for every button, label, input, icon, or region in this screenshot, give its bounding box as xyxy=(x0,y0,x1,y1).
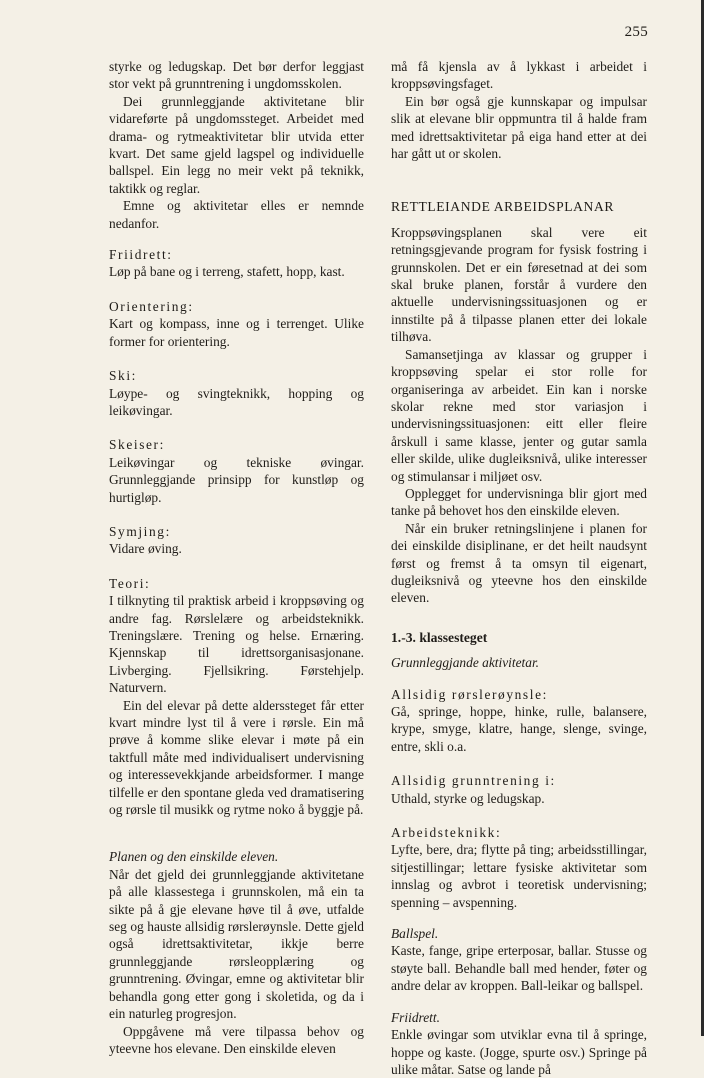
paragraph: Ein del elevar på dette alderssteget får etter kvart mindre lyst til å vere i rørsle. Ein må prøve å komme slike elevar i møte på ein taktfull måte med individualisert undervisning og interessevekkjande arbeidsformer. I mange tilfelle er den spontane gleda ved dramatisering og rørsle til musikk og rytme noko å byggje på. xyxy=(109,697,364,818)
paragraph: Opplegget for undervisninga blir gjort med tanke på behovet hos den einskilde eleven. xyxy=(391,485,647,519)
topic-label-teori: Teori: xyxy=(109,575,151,591)
topic-text: Kaste, fange, gripe erterposar, ballar. Stusse og støyte ball. Behandle ball med hender, føter og andre delar av kroppen. Ball-leikar og ballspel. xyxy=(391,943,647,994)
subheading-friidrett: Friidrett. xyxy=(391,1009,440,1025)
paragraph: Dei grunnleggjande aktivitetane blir vidareførte på ungdomssteget. Arbeidet med drama- og rytmeaktivitetar blir utvida etter kvart. Det same gjeld lagspel og individuelle ballspel. Ein legg no meir vekt på teknikk, taktikk og reglar. xyxy=(109,93,364,196)
left-column xyxy=(109,58,364,1057)
paragraph: må få kjensla av å lykkast i arbeidet i kroppsøvingsfaget. xyxy=(391,59,647,92)
topic-text: Gå, springe, hoppe, hinke, rulle, balansere, krype, smyge, klatre, hange, slenge, svinge, entre, skli o.a. xyxy=(391,704,647,754)
grade-heading: 1.-3. klassesteget xyxy=(391,629,488,645)
section-heading: RETTLEIANDE ARBEIDSPLANAR xyxy=(391,199,615,215)
paragraph: Kroppsøvingsplanen skal vere eit retningsgjevande program for fysisk fostring i grunnskolen. Det er ein føresetnad at dei som skal bruke planen, forstår å vurdere den aktuelle undervisningssituasjonen og er innstilte på å tilpasse planen etter dei lokale tilhøva. xyxy=(391,224,647,345)
paragraph: Når ein bruker retningslinjene i planen for dei einskilde disiplinane, er det heilt naudsynt først og fremst å ta omsyn til eigenart, dugleiksnivå og yteevne hos den einskilde eleven. xyxy=(391,520,647,606)
topic-text: Uthald, styrke og ledugskap. xyxy=(391,790,545,806)
topic-text: Enkle øvingar som utviklar evna til å springe, hoppe og kaste. (Jogge, spurte osv.) Springe på ulike måtar. Satse og lande på xyxy=(391,1027,647,1077)
topic-label-rorsle: Allsidig rørslerøynsle: xyxy=(391,686,548,702)
topic-label-grunntrening: Allsidig grunntrening i: xyxy=(391,773,556,789)
topic-text: Vidare øving. xyxy=(109,541,182,557)
topic-text: Løype- og svingteknikk, hopping og leikøvingar. xyxy=(109,385,364,418)
topic-label-symjing: Symjing: xyxy=(109,523,171,539)
paragraph: styrke og ledugskap. Det bør derfor leggjast stor vekt på grunntrening i ungdomsskolen. xyxy=(109,59,364,92)
paragraph: Emne og aktivitetar elles er nemnde nedanfor. xyxy=(109,198,364,231)
right-column xyxy=(391,58,647,1078)
subheading-ballspel: Ballspel. xyxy=(391,926,439,942)
topic-text: I tilknyting til praktisk arbeid i kroppsøving og andre fag. Rørslelære og arbeidsteknikk. Treningslære. Trening og helse. Ernæring. Kjennskap til idrettsorganisasjonane. Livberging. Fjellsikring. Førstehjelp. Naturvern. xyxy=(109,593,364,696)
topic-label-orientering: Orientering: xyxy=(109,298,194,314)
topic-text: Lyfte, bere, dra; flytte på ting; arbeidsstillingar, sitjestillingar; lettare fysiske aktivitetar som innslag og avbrot i teoretisk undervisning; spenning – avspenning. xyxy=(391,842,647,910)
topic-text: Kart og kompass, inne og i terrenget. Ulike former for orientering. xyxy=(109,316,364,349)
paragraph: Oppgåvene må vere tilpassa behov og yteevne hos elevane. Den einskilde eleven xyxy=(109,1023,364,1056)
topic-text: Leikøvingar og tekniske øvingar. Grunnleggjande prinsipp for kunstløp og hurtigløp. xyxy=(109,454,364,505)
subheading-grunnleggjande: Grunnleggjande aktivitetar. xyxy=(391,655,540,671)
subheading-planen: Planen og den einskilde eleven. xyxy=(109,849,279,865)
paragraph: Samansetjinga av klassar og grupper i kroppsøving spelar ei stor rolle for organiseringa av arbeidet. Ein kan i norske skolar rekne med stor variasjon i undervisningssituasjonen: eitt eller fleire årskull i same klasse, jenter og gutar samla eller skilde, ulike dugleiksnivå, ulike interesser og stimulansar i miljøet osv. xyxy=(391,346,647,484)
topic-label-skeiser: Skeiser: xyxy=(109,437,165,453)
topic-label-arbeidsteknikk: Arbeidsteknikk: xyxy=(391,825,502,841)
topic-text: Løp på bane og i terreng, stafett, hopp, kast. xyxy=(109,264,345,280)
paragraph: Ein bør også gje kunnskapar og impulsar slik at elevane blir oppmuntra til å halde fram med idrettsaktivitetar på eiga hand etter at dei har gått ut or skolen. xyxy=(391,93,647,162)
topic-label-ski: Ski: xyxy=(109,368,137,384)
topic-label-friidrett: Friidrett: xyxy=(109,247,173,263)
paragraph: Når det gjeld dei grunnleggjande aktivitetane på alle klassestega i grunnskolen, må ein ta sikte på å gje elevane høve til å øve, utfalde seg og hauste allsidig rørslerøynsle. Dette gjeld også idrettsaktivitetar, ikkje berre grunnleggjande rørsleopplæring og grunntrening. Øvingar, emne og aktivitetar blir behandla gong etter gong i skoletida, og da i ein naturleg progresjon. xyxy=(109,866,364,1022)
page-number: 255 xyxy=(624,24,648,40)
